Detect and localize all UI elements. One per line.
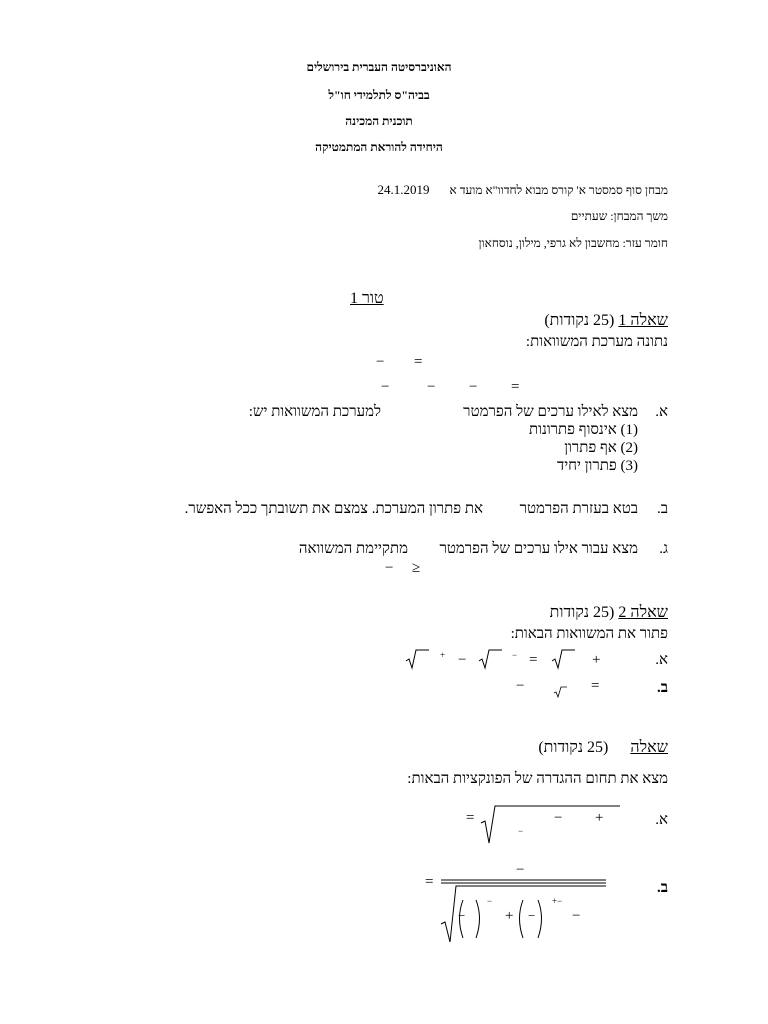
q2a-equals: = — [529, 652, 538, 668]
q2a-sqrt-3 — [551, 648, 575, 670]
q2-title-word: שאלה — [630, 604, 668, 621]
q2a-sqrt-2 — [478, 648, 502, 670]
q3b-inner-minus-1: − — [458, 908, 466, 923]
q2-title — [550, 604, 668, 622]
q3a-label: א. — [655, 812, 668, 828]
q1-title — [544, 312, 668, 330]
q1-title-num: 1 — [618, 312, 627, 329]
school-name: בביה"ס לתלמידי חו"ל — [328, 88, 430, 102]
q3a-equals: = — [466, 810, 475, 826]
q3b-sup-plusminus: +− — [552, 896, 563, 906]
q3-intro: מצא את תחום ההגדרה של הפונקציות הבאות: — [407, 771, 668, 787]
q3a-minus: − — [554, 810, 563, 826]
exam-materials: חומר עזר: מחשבון לא גרפי, מילון, נוסחאון — [478, 236, 668, 250]
q1-points: (25 נקודות) — [544, 312, 615, 329]
exam-duration: משך המבחן: שעתיים — [570, 209, 668, 223]
q1a-text-1: מצא לאילו ערכים של הפרמטר — [463, 404, 638, 420]
q1-eq2-minus-2: − — [427, 379, 436, 395]
q3a-plus: + — [595, 810, 604, 826]
q1a-label: א. — [655, 404, 668, 420]
q3b-end-minus: − — [572, 908, 581, 924]
q1b-label: ב. — [657, 501, 668, 517]
q1-eq1-equals: = — [414, 354, 423, 370]
q2b-label: ב. — [657, 680, 668, 696]
q2a-label: א. — [655, 652, 668, 668]
q1a-option-2: (2) אף פתרון — [564, 440, 638, 456]
q2a-sqrt-1 — [405, 648, 429, 670]
exam-title — [378, 182, 669, 198]
q2a-minus-sup: − — [512, 650, 518, 660]
university-name: האוניברסיטה העברית בירושלים — [306, 60, 452, 74]
q1c-text-2: מתקיימת המשוואה — [298, 541, 408, 557]
program-name: תוכנית המכינה — [345, 114, 413, 128]
q3a-minus-sub: − — [518, 826, 524, 836]
q2-title-num: 2 — [618, 604, 627, 621]
q2b-equals: = — [591, 678, 600, 694]
q3b-equals: = — [425, 874, 434, 890]
q1c-geq: ≥ — [412, 560, 421, 576]
q1-title-word: שאלה — [630, 312, 668, 329]
q2a-minus: − — [458, 652, 467, 668]
q1-eq2-equals: = — [511, 379, 520, 395]
q1a-option-1: (1) אינסוף פתרונות — [528, 422, 638, 438]
q2b-sqrt — [553, 686, 567, 698]
q1b-text-1: בטא בעזרת הפרמטר — [519, 501, 638, 517]
q2-points: (25 נקודות — [549, 604, 615, 621]
q1-eq1-minus: − — [376, 354, 385, 370]
q3b-sup-minus: − — [487, 896, 493, 906]
q3-points: (25 נקודות) — [538, 739, 609, 756]
q1a-option-3: (3) פתרון יחיד — [557, 458, 638, 474]
q2a-plus-sup: + — [440, 650, 446, 660]
q1-intro: נתונה מערכת המשוואות: — [525, 334, 668, 350]
q3-title — [538, 739, 668, 757]
unit-name: היחידה להוראת המתמטיקה — [315, 140, 443, 154]
q1-eq2-minus-1: − — [381, 379, 390, 395]
q2-intro: פתור את המשוואות הבאות: — [510, 626, 668, 642]
exam-date: 24.1.2019 — [377, 182, 430, 197]
q1c-minus: − — [385, 560, 394, 576]
q3-title-word: שאלה — [630, 739, 668, 756]
q1b-text-2: את פתרון המערכת. צמצם את תשובתך ככל האפשר. — [184, 501, 483, 517]
q1a-text-2: למערכת המשוואות יש: — [248, 404, 381, 420]
q1c-label: ג. — [659, 541, 668, 557]
track-label: טור 1 — [350, 290, 384, 307]
q3b-numerator-minus: − — [516, 862, 525, 878]
q3b-label: ב. — [657, 880, 668, 896]
q3b-plus: + — [505, 908, 514, 924]
q2b-minus: − — [516, 678, 525, 694]
q2a-plus: + — [592, 652, 601, 668]
q1c-text-1: מצא עבור אילו ערכים של הפרמטר — [439, 541, 638, 557]
exam-title-text: מבחן סוף סמסטר א' קורס מבוא לחדוו"א מועד א — [449, 183, 668, 197]
q1-eq2-minus-3: − — [469, 379, 478, 395]
q3b-inner-minus-2: − — [528, 908, 536, 923]
